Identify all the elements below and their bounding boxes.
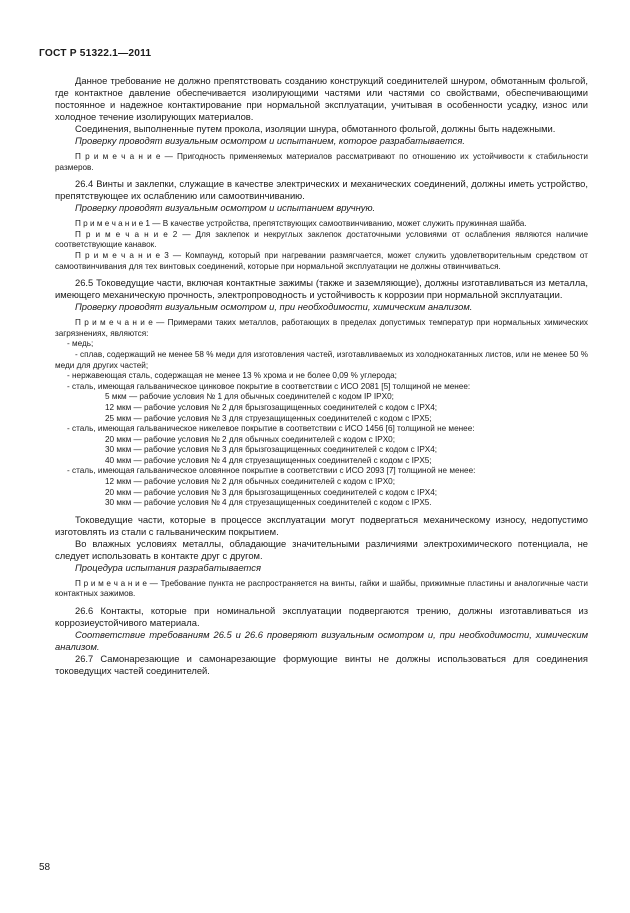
list-item: - нержавеющая сталь, содержащая не менее 13 % хрома и не более 0,09 % углерода; (67, 371, 397, 381)
paragraph: 26.7 Самонарезающие и самонарезающие формующие винты не должны использоваться для соединения токоведущих частей соединителей. (55, 653, 588, 677)
paragraph-italic: Соответствие требованиям 26.5 и 26.6 проверяют визуальным осмотром и, при необходимости, химическим анализом. (55, 629, 588, 653)
list-item: - сталь, имеющая гальваническое оловянное покрытие в соответствии с ИСО 2093 [7] толщиной не менее: (67, 466, 476, 476)
note: П р и м е ч а н и е 3 — Компаунд, который при нагревании размягчается, может служить удовлетворительным средством от самоотвинчивания для тех винтовых соединений, которые при нормальной эксплуатации не должны отвинчиваться. (55, 250, 588, 271)
paragraph: Данное требование не должно препятствовать созданию конструкций соединителей шнуром, обмотанным фольгой, где контактное давление обеспечивается изолирующими частями или частями со свойствами, обеспечивающими постоянное и надежное контактирование при нормальной эксплуатации, учитывая в особенности усадку, износ или холодное течение изолирующих материалов. (55, 75, 588, 122)
sub-item: 30 мкм — рабочие условия № 4 для струезащищенных соединителей с кодом с IPX5. (105, 498, 432, 508)
sub-item: 12 мкм — рабочие условия № 2 для брызгозащищенных соединителей с кодом с IPX4; (105, 402, 438, 412)
paragraph: 26.5 Токоведущие части, включая контактные зажимы (также и заземляющие), должны изготавливаться из металла, имеющего механическую прочность, электропроводность и устойчивость к коррозии при нормальной эксплуатации. (55, 277, 588, 301)
note: П р и м е ч а н и е 1 — В качестве устройства, препятствующих самоотвинчиванию, может служить пружинная шайба. (75, 219, 527, 229)
list-item: - медь; (67, 339, 94, 349)
paragraph: Токоведущие части, которые в процессе эксплуатации могут подвергаться механическому износу, недопустимо изготовлять из стали с гальваническим покрытием. (55, 513, 588, 537)
page-header: ГОСТ Р 51322.1—2011 (39, 48, 152, 59)
sub-item: 12 мкм — рабочие условия № 2 для обычных соединителей с кодом с IPX0; (105, 477, 395, 487)
paragraph-italic: Процедура испытания разрабатывается (75, 561, 261, 573)
sub-item: 40 мкм — рабочие условия № 4 для струезащищенных соединителей с кодом с IPX5; (105, 455, 432, 465)
page-number: 58 (39, 862, 51, 873)
note: П р и м е ч а н и е 2 — Для заклепок и некруглых заклепок достаточными условиями от ослабления являются наличие соответствующие канавок. (55, 229, 588, 250)
sub-item: 30 мкм — рабочие условия № 3 для брызгозащищенных соединителей с кодом с IPX4; (105, 445, 438, 455)
paragraph: Во влажных условиях металлы, обладающие значительными различиями электрохимического потенциала, не следует использовать в контакте друг с другом. (55, 537, 588, 561)
document-body (55, 75, 588, 677)
list-item: - сталь, имеющая гальваническое никелевое покрытие в соответствии с ИСО 1456 [6] толщиной не менее: (67, 424, 475, 434)
paragraph-italic: Проверку проводят визуальным осмотром и испытанием вручную. (75, 202, 376, 214)
paragraph-italic: Проверку проводят визуальным осмотром и испытанием, которое разрабатывается. (75, 135, 465, 146)
list-item: - сталь, имеющая гальваническое цинковое покрытие в соответствии с ИСО 2081 [5] толщиной не менее: (67, 381, 471, 391)
sub-item: 5 мкм — рабочие условия № 1 для обычных соединителей с кодом IP IPX0; (105, 392, 394, 402)
sub-item: 20 мкм — рабочие условия № 2 для обычных соединителей с кодом с IPX0; (105, 434, 395, 444)
paragraph: Соединения, выполненные путем прокола, изоляции шнура, обмотанного фольгой, должны быть надежными. (75, 123, 556, 134)
paragraph-italic: Проверку проводят визуальным осмотром и, при необходимости, химическим анализом. (75, 301, 473, 313)
note: П р и м е ч а н и е — Примерами таких металлов, работающих в пределах допустимых температур при нормальных химических загрязнениях, являются: (55, 318, 588, 338)
paragraph: 26.4 Винты и заклепки, служащие в качестве электрических и механических соединений, должны иметь устройство, препятствующее их ослаблению или самоотвинчиванию. (55, 178, 588, 202)
sub-item: 25 мкм — рабочие условия № 3 для струезащищенных соединителей с кодом с IPX5; (105, 413, 432, 423)
note: П р и м е ч а н и е — Пригодность применяемых материалов рассматривают по отношению их устойчивости к стабильности размеров. (55, 152, 588, 172)
list-item: - сплав, содержащий не менее 58 % меди для изготовления частей, изготавливаемых из холоднокатанных листов, или не менее 50 % меди для других частей; (55, 349, 588, 370)
sub-item: 20 мкм — рабочие условия № 3 для брызгозащищенных соединителей с кодом с IPX4; (105, 487, 438, 497)
paragraph: 26.6 Контакты, которые при номинальной эксплуатации подвергаются трению, должны изготавливаться из коррозиеустойчивого материала. (55, 605, 588, 629)
note: П р и м е ч а н и е — Требование пункта не распространяется на винты, гайки и шайбы, прижимные пластины и аналогичные части контактных зажимов. (55, 578, 588, 599)
